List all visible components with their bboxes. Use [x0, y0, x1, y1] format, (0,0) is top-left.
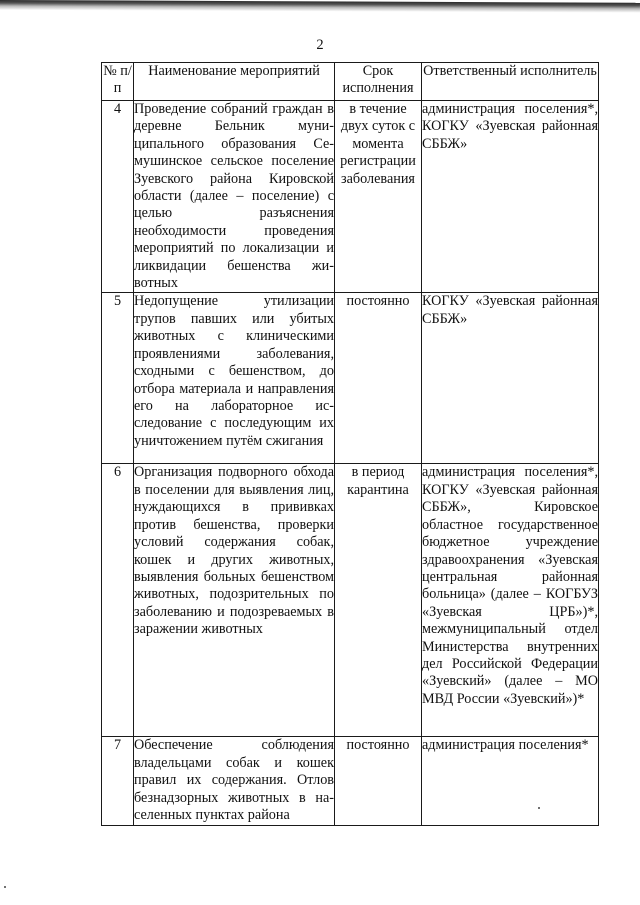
header-name: Наименование мероприятий [134, 63, 335, 101]
row-num: 7 [102, 737, 134, 825]
scan-top-edge [0, 0, 640, 13]
row-measure: Недопущение утилизации трупов павших или убитых животных с клиническими проявлениями заболевания, сходными с бешенством, до отбора материала и направления его на лабораторное исследование с последующим их уничтожением путём сжигания [134, 293, 335, 464]
table-row [102, 737, 599, 825]
row-executor: администрация поселения*, КОГКУ «Зуевская районная СББЖ» [422, 101, 599, 293]
row-executor: администрация поселения*, КОГКУ «Зуевская районная СББЖ», Кировское областное государственное бюджетное учреждение здравоохранения «Зуевская центральная районная больница» (далее – КОГБУЗ «Зуевская ЦРБ»)*, межмуниципальный отдел Министерства внутренних дел Российской Федерации «Зуевский» (далее – МО МВД России «Зуевский»)* [422, 464, 599, 737]
row-term: в период карантина [335, 464, 422, 737]
table-header-row [102, 63, 599, 101]
table-row [102, 293, 599, 464]
header-executor: Ответственный исполнитель [422, 63, 599, 101]
page-number: 2 [316, 37, 324, 53]
header-num: № п/п [102, 63, 134, 101]
scan-speck [4, 886, 6, 888]
row-term: в течение двух суток с момента регистрации заболевания [335, 101, 422, 293]
row-measure: Проведение собраний граждан в деревне Бельник муниципального образования Семушинское сельское поселение Зуевского района Кировской области (далее – поселение) с целью разъяснения необходимости проведения мероприятий по локализации и ликвидации бешенства животных [134, 101, 334, 292]
row-executor: КОГКУ «Зуевская районная СББЖ» [422, 293, 599, 464]
row-num: 4 [102, 101, 134, 293]
row-measure: Обеспечение соблюдения владельцами собак и кошек правил их содержания. Отлов безнадзорных животных в населенных пунктах района [134, 737, 334, 824]
row-num: 6 [102, 464, 134, 737]
row-term: постоянно [335, 737, 422, 825]
table-row [102, 101, 599, 293]
row-term: постоянно [335, 293, 422, 464]
table-row [102, 464, 599, 737]
measures-table [101, 62, 599, 826]
header-term: Срок исполнения [335, 63, 422, 101]
row-executor: администрация поселения* [422, 737, 599, 825]
row-num: 5 [102, 293, 134, 464]
row-measure: Организация подворного обхода в поселении для выявления лиц, нуждающихся в прививках против бешенства, проверки условий содержания собак, кошек и других животных, выявления больных бешенством животных, подозрительных по заболеванию и подозреваемых в заражении животных [134, 464, 335, 737]
scan-speck [538, 807, 540, 809]
